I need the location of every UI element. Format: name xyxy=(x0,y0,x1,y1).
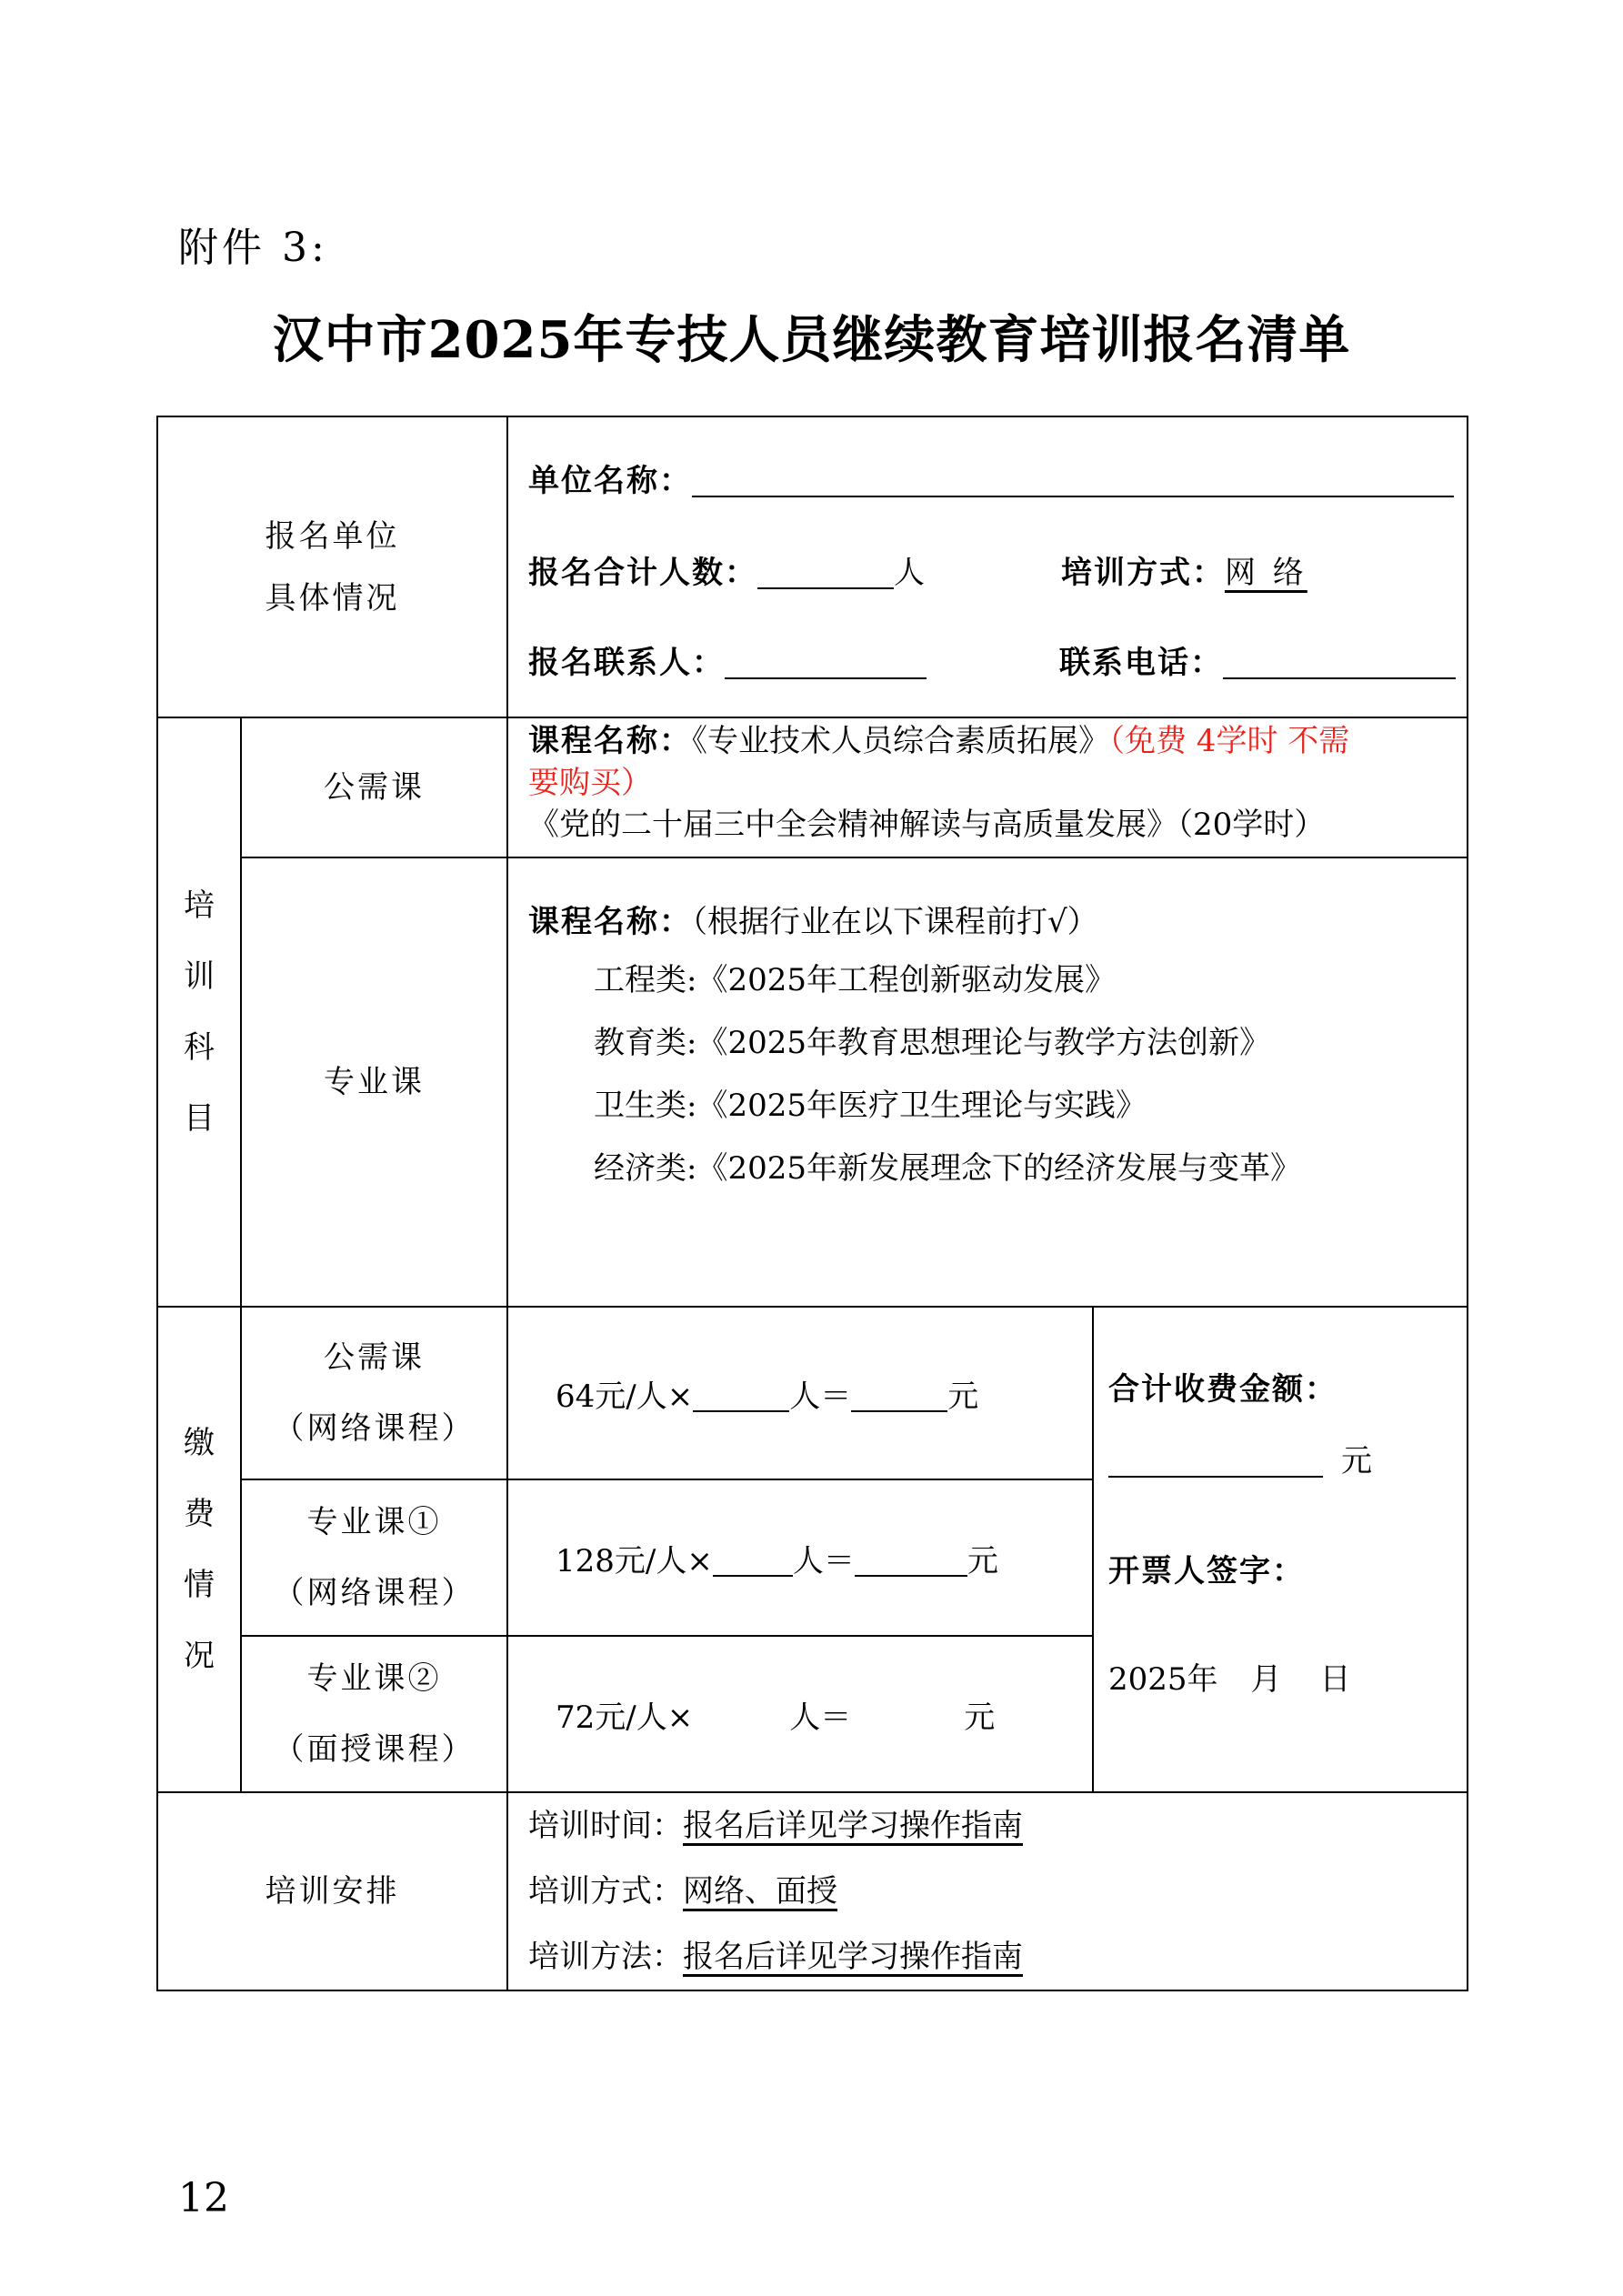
fee-mid: 人＝ xyxy=(792,1542,855,1579)
contact-blank[interactable] xyxy=(725,641,927,679)
fee-name-cell xyxy=(241,1636,507,1792)
pro-course-name-label: 课程名称： xyxy=(528,904,692,940)
fee-count-blank[interactable] xyxy=(693,1374,789,1412)
fee-amount-blank[interactable] xyxy=(851,1374,947,1412)
public-course-name-label: 课程名称： xyxy=(528,723,692,759)
arrangement-time-label: 培训时间： xyxy=(528,1808,683,1844)
subjects-char: 目 xyxy=(184,1100,215,1137)
fee-mid: 人＝ xyxy=(789,1699,852,1736)
fee-price: 64元/人× xyxy=(556,1378,694,1415)
subjects-char: 训 xyxy=(184,958,215,995)
arrangement-time-value: 报名后详见学习操作指南 xyxy=(683,1808,1023,1844)
fee-row xyxy=(157,1307,1468,1479)
phone-label: 联系电话： xyxy=(1059,645,1223,681)
fees-char: 缴 xyxy=(184,1425,215,1461)
contact-label: 报名联系人： xyxy=(528,645,725,681)
fee-course-name: 专业课② xyxy=(306,1660,442,1697)
pro-course-label: 专业课 xyxy=(241,857,507,1307)
fee-amount-blank[interactable] xyxy=(855,1539,967,1577)
page-title: 汉中市2025年专技人员继续教育培训报名清单 xyxy=(272,310,1351,370)
date-year: 2025年 xyxy=(1108,1661,1218,1698)
total-blank[interactable] xyxy=(1108,1439,1323,1478)
pro-course-education[interactable]: 教育类:《2025年教育思想理论与教学方法创新》 xyxy=(594,1025,1270,1061)
signer-label: 开票人签字： xyxy=(1108,1553,1305,1589)
fee-price: 128元/人× xyxy=(556,1542,713,1579)
count-unit: 人 xyxy=(894,555,925,591)
arrangement-mode-value: 网络、面授 xyxy=(683,1873,837,1910)
annex-label: 附件 3: xyxy=(178,225,328,271)
pro-course-hint: （根据行业在以下课程前打√） xyxy=(692,904,1098,940)
phone-blank[interactable] xyxy=(1223,641,1456,679)
fee-amount-blank[interactable] xyxy=(851,1696,964,1732)
subjects-char: 培 xyxy=(184,887,215,924)
mode-value: 网 络 xyxy=(1225,555,1307,591)
fee-course-name: 专业课① xyxy=(306,1504,442,1540)
fees-char: 费 xyxy=(184,1496,215,1532)
unit-header-cell xyxy=(157,416,507,717)
unit-detail-cell xyxy=(507,416,1468,717)
subjects-side-cell xyxy=(157,717,241,1307)
fee-course-mode: （网络课程） xyxy=(273,1575,476,1611)
pro-course-detail xyxy=(507,857,1468,1307)
fee-name-cell xyxy=(241,1307,507,1479)
fees-side-cell xyxy=(157,1307,241,1792)
unit-info-row xyxy=(157,416,1468,717)
public-course-label: 公需课 xyxy=(241,717,507,857)
date-line xyxy=(1108,1654,1467,1699)
arrangement-method-value: 报名后详见学习操作指南 xyxy=(683,1939,1023,1975)
date-month: 月 xyxy=(1250,1661,1282,1698)
pro-course-row xyxy=(157,857,1468,1307)
fee-unit: 元 xyxy=(967,1542,998,1579)
free-note-a: （免费 4学时 不需 xyxy=(1109,723,1350,759)
pro-course-economics[interactable]: 经济类:《2025年新发展理念下的经济发展与变革》 xyxy=(594,1150,1301,1187)
subjects-char: 科 xyxy=(184,1029,215,1066)
pro-course-health[interactable]: 卫生类:《2025年医疗卫生理论与实践》 xyxy=(594,1088,1147,1124)
fee-price: 72元/人× xyxy=(556,1699,694,1736)
public-course-1: 《专业技术人员综合素质拓展》 xyxy=(692,723,1109,759)
pro-course-engineering[interactable]: 工程类:《2025年工程创新驱动发展》 xyxy=(594,962,1116,998)
arrangement-row xyxy=(157,1792,1468,1990)
fee-calc-cell xyxy=(507,1307,1093,1479)
total-label: 合计收费金额： xyxy=(1108,1371,1337,1408)
fees-char: 情 xyxy=(184,1567,215,1603)
count-blank[interactable] xyxy=(757,551,894,589)
total-unit: 元 xyxy=(1341,1443,1372,1479)
page-number: 12 xyxy=(178,2175,229,2221)
fee-course-mode: （面授课程） xyxy=(273,1731,476,1768)
fee-count-blank[interactable] xyxy=(693,1696,789,1732)
unit-name-blank[interactable] xyxy=(692,459,1454,497)
arrangement-label: 培训安排 xyxy=(157,1792,507,1990)
fee-count-blank[interactable] xyxy=(713,1539,793,1577)
unit-header-line2: 具体情况 xyxy=(265,579,400,617)
fee-calc-cell xyxy=(507,1636,1093,1792)
fee-total-cell xyxy=(1093,1307,1468,1792)
mode-label: 培训方式： xyxy=(1061,555,1225,591)
fee-course-name: 公需课 xyxy=(324,1339,425,1376)
fee-unit: 元 xyxy=(964,1699,996,1736)
public-course-detail xyxy=(507,717,1468,857)
free-note-b: 要购买） xyxy=(528,765,652,801)
unit-header-line1: 报名单位 xyxy=(265,517,400,555)
fee-calc-cell xyxy=(507,1479,1093,1636)
fee-course-mode: （网络课程） xyxy=(273,1410,476,1447)
registration-table xyxy=(156,416,1468,1991)
count-label: 报名合计人数： xyxy=(528,555,757,591)
date-day: 日 xyxy=(1319,1661,1351,1698)
unit-name-label: 单位名称： xyxy=(528,463,692,499)
arrangement-method-label: 培训方法： xyxy=(528,1939,683,1975)
public-course-row xyxy=(157,717,1468,857)
fee-mid: 人＝ xyxy=(789,1378,852,1415)
arrangement-mode-label: 培训方式： xyxy=(528,1873,683,1910)
arrangement-detail xyxy=(507,1792,1468,1990)
fees-char: 况 xyxy=(184,1638,215,1674)
public-course-2: 《党的二十届三中全会精神解读与高质量发展》（20学时） xyxy=(528,807,1326,843)
fee-name-cell xyxy=(241,1479,507,1636)
fee-unit: 元 xyxy=(947,1378,979,1415)
